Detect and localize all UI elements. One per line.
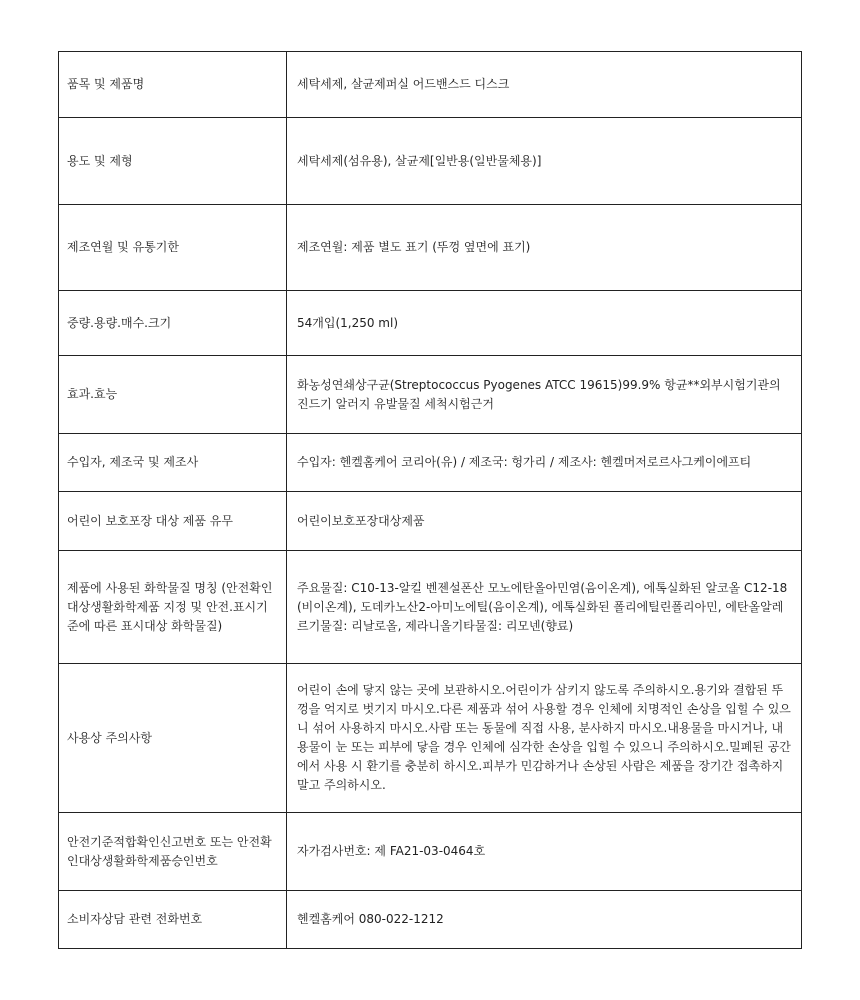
row-label: 사용상 주의사항 [59, 664, 287, 813]
row-label: 제품에 사용된 화학물질 명칭 (안전확인대상생활화학제품 지정 및 안전.표시기준에 따른 표시대상 화학물질) [59, 551, 287, 664]
row-label: 제조연월 및 유통기한 [59, 205, 287, 291]
table-row [59, 205, 802, 291]
table-row [59, 291, 802, 356]
row-label: 중량.용량.매수.크기 [59, 291, 287, 356]
row-value: 화농성연쇄상구균(Streptococcus Pyogenes ATCC 19615)99.9% 항균**외부시험기관의 진드기 알러지 유발물질 세척시험근거 [287, 356, 802, 434]
row-value: 자가검사번호: 제 FA21-03-0464호 [287, 813, 802, 891]
row-value: 주요물질: C10-13-알킬 벤젠설폰산 모노에탄올아민염(음이온계), 에톡실화된 알코올 C12-18(비이온계), 도데카노산2-아미노에틸(음이온계), 에톡실화된 폴리에틸린폴리아민, 에탄올알레르기물질: 리날로올, 제라니올기타물질: 리모넨(향료) [287, 551, 802, 664]
table-row [59, 118, 802, 205]
table-row [59, 52, 802, 118]
table-row [59, 551, 802, 664]
row-value: 어린이 손에 닿지 않는 곳에 보관하시오.어린이가 삼키지 않도록 주의하시오.용기와 결합된 뚜껑을 억지로 벗기지 마시오.다른 제품과 섞어 사용할 경우 인체에 치명적인 손상을 입힐 수 있으니 섞어 사용하지 마시오.사람 또는 동물에 직접 사용, 분사하지 마시오.내용물을 마시거나, 내용물이 눈 또는 피부에 닿을 경우 인체에 심각한 손상을 입힐 수 있으니 주의하시오.밀폐된 공간에서 사용 시 환기를 충분히 하시오.피부가 민감하거나 손상된 사람은 제품을 장기간 접촉하지 말고 주의하시오. [287, 664, 802, 813]
table-row [59, 664, 802, 813]
row-value: 세탁세제(섬유용), 살균제[일반용(일반물체용)] [287, 118, 802, 205]
table-row [59, 356, 802, 434]
row-value: 세탁세제, 살균제퍼실 어드밴스드 디스크 [287, 52, 802, 118]
row-value: 헨켈홈케어 080-022-1212 [287, 891, 802, 949]
table-row [59, 813, 802, 891]
row-value: 어린이보호포장대상제품 [287, 492, 802, 551]
table-row [59, 891, 802, 949]
row-value: 제조연월: 제품 별도 표기 (뚜껑 옆면에 표기) [287, 205, 802, 291]
row-label: 소비자상담 관련 전화번호 [59, 891, 287, 949]
table-row [59, 492, 802, 551]
row-label: 용도 및 제형 [59, 118, 287, 205]
row-label: 품목 및 제품명 [59, 52, 287, 118]
row-label: 어린이 보호포장 대상 제품 유무 [59, 492, 287, 551]
table-row [59, 434, 802, 492]
row-label: 안전기준적합확인신고번호 또는 안전확인대상생활화학제품승인번호 [59, 813, 287, 891]
row-value: 수입자: 헨켈홈케어 코리아(유) / 제조국: 헝가리 / 제조사: 헨켈머저로르사그케이에프티 [287, 434, 802, 492]
row-label: 효과.효능 [59, 356, 287, 434]
row-label: 수입자, 제조국 및 제조사 [59, 434, 287, 492]
product-info-table [58, 51, 802, 949]
row-value: 54개입(1,250 ml) [287, 291, 802, 356]
